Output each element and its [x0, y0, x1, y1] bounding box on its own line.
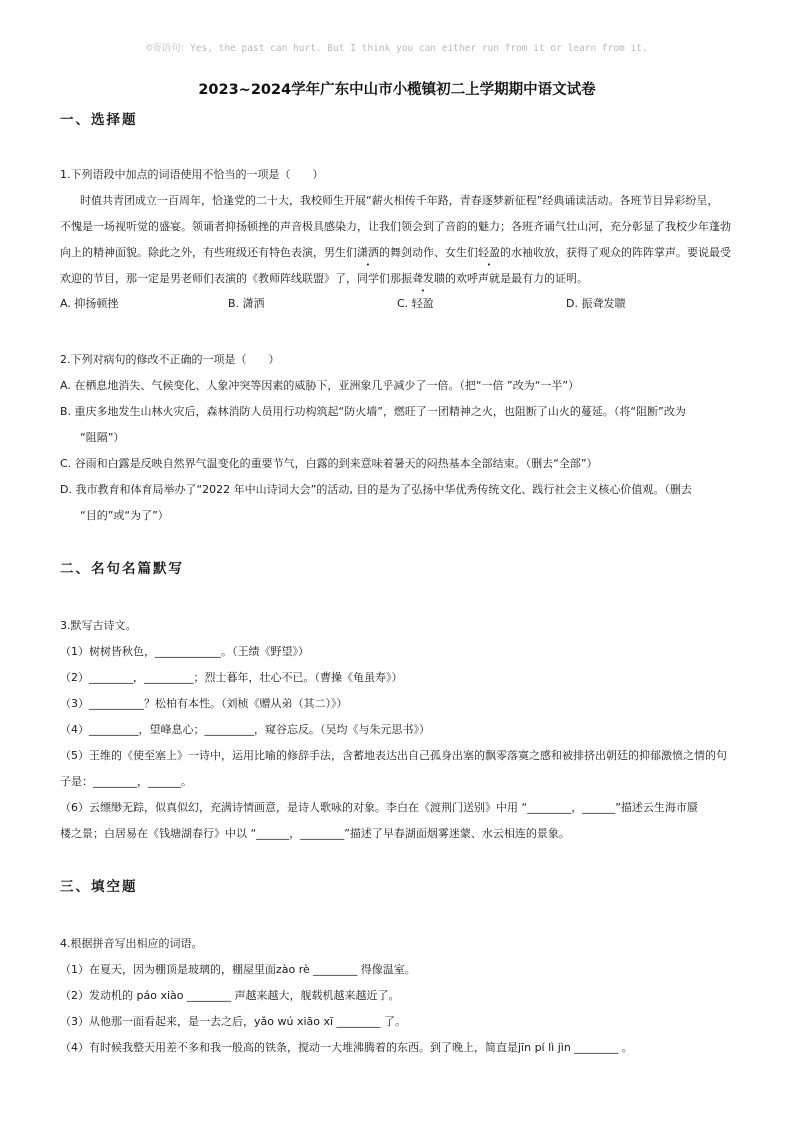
question-2-option-d-cont: “目的”或“为了”） — [80, 509, 169, 522]
dotted-word-xiaosa: 潇洒 — [357, 246, 379, 259]
question-1-passage-line-1: 时值共青团成立一百周年，恰逢党的二十大，我校师生开展“薪火相传千年路，青春逐梦新征程”经典诵读活动。各班节目异彩纷呈， — [80, 194, 719, 207]
question-3-item-6-cont: 楼之景；白居易在《钱塘湖春行》中以 “______，________”描述了早春湖面烟雾迷蒙、水云相连的景象。 — [60, 827, 570, 840]
question-3-item-2: （2）________，_________；烈士暮年，壮心不已。（曹操《龟虽寿》） — [60, 671, 403, 684]
question-3-item-1: （1）树树皆秋色，____________。（王绩《野望》） — [60, 645, 309, 658]
question-1-option-b: B. 潇洒 — [228, 297, 265, 310]
question-1-option-a: A. 抑扬顿挫 — [60, 297, 119, 310]
question-4-item-1: （1）在夏天，因为棚顶是玻璃的，棚屋里面zào rè ________ 得像温室。 — [60, 963, 416, 976]
question-1-passage-line-4: 欢迎的节目，那一定是男老师们表演的《教师阵线联盟》了，同学们那振聋发聩的欢呼声就是最有力的证明。 — [60, 272, 588, 285]
question-3-item-5: （5）王维的《使至塞上》一诗中，运用比喻的修辞手法，含蓄地表达出自己孤身出塞的飘零落寞之感和被排挤出朝廷的抑郁激愤之情的句 — [60, 749, 727, 762]
question-4-item-2: （2）发动机的 páo xiào ________ 声越来越大，舰载机越来越近了。 — [60, 989, 400, 1002]
question-2-option-b: B. 重庆多地发生山林火灾后，森林消防人员用行功构筑起“防火墙”，燃旺了一团精神之火，也阻断了山火的蔓延。（将“阻断”改为 — [60, 405, 686, 418]
section-title-recitation: 二、名句名篇默写 — [60, 561, 184, 577]
question-1-passage-line-3: 向上的精神面貌。除此之外，有些班级还有特色表演，男生们潇洒的舞剑动作、女生们轻盈的水袖收放，获得了观众的阵阵掌声。要说最受 — [60, 246, 731, 259]
dotted-word-zhenlongfakui: 振聋发聩 — [401, 272, 445, 285]
document-title: 2023~2024学年广东中山市小榄镇初二上学期期中语文试卷 — [198, 82, 596, 98]
question-2-option-d: D. 我市教育和体育局举办了“2022 年中山诗词大会”的活动, 目的是为了弘扬中华优秀传统文化、践行社会主义核心价值观。（删去 — [60, 483, 692, 496]
question-1-passage-line-2: 不愧是一场视听觉的盛宴。领诵者抑扬顿挫的声音极具感染力，让我们领会到了音韵的魅力；各班齐诵气壮山河，充分彰显了我校少年蓬勃 — [60, 220, 731, 233]
question-4-item-4: （4）有时候我整天用差不多和我一般高的铁条，搅动一大堆沸腾着的东西。到了晚上，简直是jīn pí lì jìn ________ 。 — [60, 1041, 633, 1054]
question-3-item-4: （4）_________，望峰息心；_________，窥谷忘反。（吴均《与朱元思书》） — [60, 723, 430, 736]
question-1-option-d: D. 振聋发聩 — [566, 297, 626, 310]
question-2-option-a: A. 在栖息地消失、气候变化、人象冲突等因素的威胁下，亚洲象几乎减少了一倍。（把“一倍 ”改为“一半”） — [60, 379, 580, 392]
question-3-item-6: （6）云缥缈无踪，似真似幻，充满诗情画意，是诗人歌咏的对象。李白在《渡荆门送别》中用 “________，______”描述云生海市蜃 — [60, 801, 698, 814]
section-title-choice: 一、选择题 — [60, 112, 138, 128]
question-4-item-3: （3）从他那一面看起来，是一去之后，yǎo wú xiāo xī ________ 了。 — [60, 1015, 407, 1028]
question-2-stem: 2.下列对病句的修改不正确的一项是（ ） — [60, 353, 280, 366]
question-3-item-5-cont: 子是：________，______。 — [60, 775, 192, 788]
question-3-item-3: （3）__________？松柏有本性。（刘桢《赠从弟（其二）》） — [60, 697, 348, 710]
question-2-option-c: C. 谷雨和白露是反映自然界气温变化的重要节气，白露的到来意味着暑天的闷热基本全部结束。（删去“全部”） — [60, 457, 598, 470]
question-4-stem: 4.根据拼音写出相应的词语。 — [60, 937, 203, 950]
section-title-fill-blank: 三、填空题 — [60, 879, 138, 895]
header-quote: ©寄语句：Yes, the past can hurt. But I think you can either run from it or learn from it. — [146, 43, 648, 54]
question-1-option-c: C. 轻盈 — [397, 297, 434, 310]
question-2-option-b-cont: “阻隔”） — [80, 431, 125, 444]
question-3-stem: 3.默写古诗文。 — [60, 619, 137, 632]
question-1-stem: 1.下列语段中加点的词语使用不恰当的一项是（ ） — [60, 168, 324, 181]
dotted-word-qingying: 轻盈 — [478, 246, 500, 259]
